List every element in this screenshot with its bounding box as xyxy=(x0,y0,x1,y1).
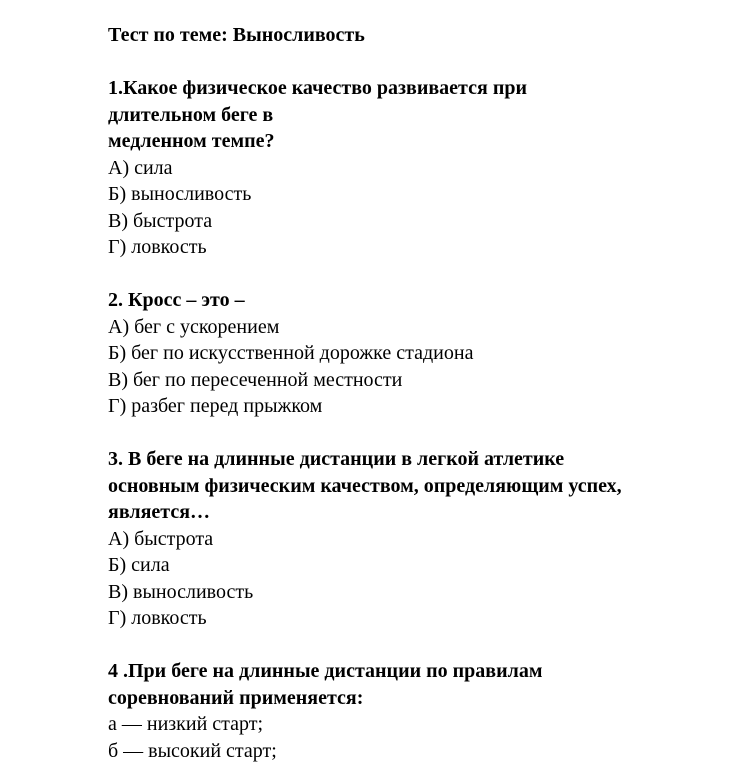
question-1-option-b: Б) выносливость xyxy=(108,181,728,208)
question-3 xyxy=(108,446,728,632)
question-4-option-a: а — низкий старт; xyxy=(108,711,728,738)
question-4-text-line-1: 4 .При беге на длинные дистанции по правилам xyxy=(108,658,728,685)
spacer xyxy=(108,420,728,447)
question-2-option-d: Г) разбег перед прыжком xyxy=(108,393,728,420)
spacer xyxy=(108,49,728,76)
spacer xyxy=(108,632,728,659)
question-1-text-line-1: 1.Какое физическое качество развивается при xyxy=(108,75,728,102)
question-4-text-line-2: соревнований применяется: xyxy=(108,685,728,712)
question-3-option-b: Б) сила xyxy=(108,552,728,579)
question-1-option-a: А) сила xyxy=(108,155,728,182)
document-title: Тест по теме: Выносливость xyxy=(108,22,728,49)
question-2 xyxy=(108,287,728,420)
question-1 xyxy=(108,75,728,261)
question-1-option-d: Г) ловкость xyxy=(108,234,728,261)
question-3-text-line-2: основным физическим качеством, определяющим успех, xyxy=(108,473,728,500)
question-3-option-c: В) выносливость xyxy=(108,579,728,606)
question-2-text-line-1: 2. Кросс – это – xyxy=(108,287,728,314)
spacer xyxy=(108,261,728,288)
document-page xyxy=(108,22,728,764)
question-3-option-a: А) быстрота xyxy=(108,526,728,553)
question-2-option-c: В) бег по пересеченной местности xyxy=(108,367,728,394)
question-2-option-b: Б) бег по искусственной дорожке стадиона xyxy=(108,340,728,367)
question-4-option-b: б — высокий старт; xyxy=(108,738,728,764)
question-2-option-a: А) бег с ускорением xyxy=(108,314,728,341)
question-1-option-c: В) быстрота xyxy=(108,208,728,235)
question-4 xyxy=(108,658,728,764)
question-3-text-line-1: 3. В беге на длинные дистанции в легкой атлетике xyxy=(108,446,728,473)
question-3-text-line-3: является… xyxy=(108,499,728,526)
question-3-option-d: Г) ловкость xyxy=(108,605,728,632)
question-1-text-line-3: медленном темпе? xyxy=(108,128,728,155)
question-1-text-line-2: длительном беге в xyxy=(108,102,728,129)
